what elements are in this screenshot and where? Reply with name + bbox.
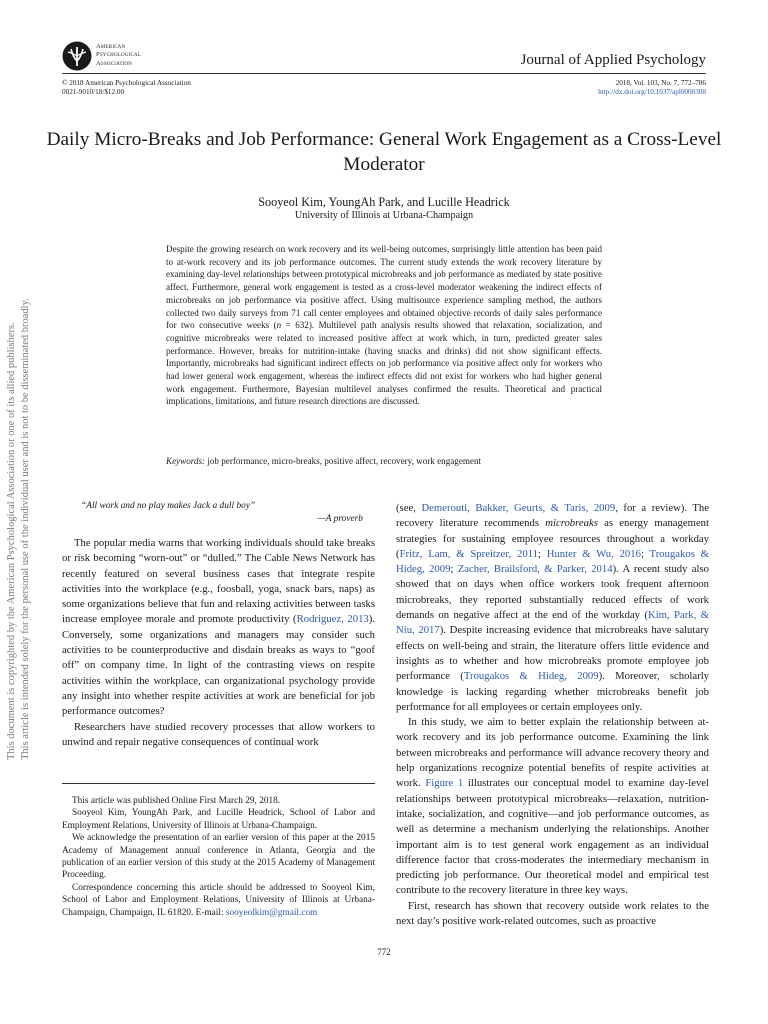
epigraph: “All work and no play makes Jack a dull boy” —A proverb xyxy=(81,501,363,524)
footnote: Sooyeol Kim, YoungAh Park, and Lucille Headrick, School of Labor and Employment Relations, University of Illinois at Urbana-Champaign. xyxy=(62,808,375,831)
right-column xyxy=(396,501,709,929)
body-paragraph: (see, Demerouti, Bakker, Geurts, & Taris, 2009, for a review). The recovery literature recommends microbreaks as energy management strategies for sustaining employee resources throughout a workday (Fritz, Lam, & Spreitzer, 2011; Hunter & Wu, 2016; Trougakos & Hideg, 2009; Zacher, Brailsford, & Parker, 2014). A recent study also showed that on days when office workers took frequent afternoon microbreaks, they reported substantially reduced effects of work demands on negative affect at the end of the workday (Kim, Park, & Niu, 2017). Despite increasing evidence that microbreaks have salutary effects on well-being and strain, the literature offers little evidence and insights as to whether and how microbreaks promote employee job performance (Trougakos & Hideg, 2009). Moreover, scholarly knowledge is lacking regarding whether microbreaks benefit job performance for all employees or certain employees only. xyxy=(396,502,710,713)
left-column xyxy=(62,500,375,750)
body-paragraph: Researchers have studied recovery processes that allow workers to unwind and repair negative consequences of continual work xyxy=(62,720,375,748)
publisher-name: American Psychological Association xyxy=(96,43,142,67)
citation-link[interactable]: Fritz, Lam, & Spreitzer, 2011 xyxy=(399,547,538,560)
sidebar-line-2: This article is intended solely for the personal use of the individual user and is not to be disseminated broadly. xyxy=(20,298,31,760)
email-link[interactable]: sooyeolkim@gmail.com xyxy=(225,907,318,918)
sidebar-line-1: This document is copyrighted by the American Psychological Association or one of its allied publishers. xyxy=(6,322,17,760)
affiliation: University of Illinois at Urbana-Champaign xyxy=(294,210,474,221)
citation-link[interactable]: Kim, Park, & Niu, 2017 xyxy=(396,609,710,637)
epigraph-source: —A proverb xyxy=(317,514,363,524)
citation-link[interactable]: Zacher, Brailsford, & Parker, 2014 xyxy=(457,563,613,576)
footnote: This article was published Online First March 29, 2018. xyxy=(72,796,281,806)
header-rule xyxy=(62,73,706,74)
citation-link[interactable]: Trougakos & Hideg, 2009 xyxy=(396,547,709,576)
body-paragraph: First, research has shown that recovery outside work relates to the next day’s positive work-related outcomes, such as proactive xyxy=(396,899,709,928)
footnotes xyxy=(62,795,375,919)
citation-link[interactable]: Hunter & Wu, 2016 xyxy=(546,547,641,560)
footnote: We acknowledge the presentation of an earlier version of this paper at the 2015 Academy of Management annual conference in Atlanta, Georgia and the publication of an earlier version of this study at the 2015 Academy of Management Proceeding. xyxy=(62,833,375,881)
figure-link[interactable]: Figure 1 xyxy=(425,777,464,790)
citation-link[interactable]: Demerouti, Bakker, Geurts, & Taris, 2009 xyxy=(421,502,616,514)
journal-title: Journal of Applied Psychology xyxy=(520,52,706,68)
doi-link[interactable]: http://dx.doi.org/10.1037/apl0000308 xyxy=(598,87,706,96)
copyright-info: © 2018 American Psychological Association 0021-9010/18/$12.00 xyxy=(62,79,191,96)
citation-link[interactable]: Trougakos & Hideg, 2009 xyxy=(463,670,599,683)
citation-link[interactable]: Rodriguez, 2013 xyxy=(296,613,369,626)
author-list: Sooyeol Kim, YoungAh Park, and Lucille Headrick xyxy=(258,195,510,209)
apa-logo-icon xyxy=(62,41,92,71)
page-number: 772 xyxy=(377,947,391,957)
body-paragraph: The popular media warns that working individuals should take breaks or risk becoming “worn-out” or “dulled.” The Cable News Network has recently featured on several business cases that integrate respite activities into the workplace (e.g., foosball, yoga, snack bars, naps) as some organizations believe that fun and relaxing activities between tasks increase employee morale and promote productivity (Rodriguez, 2013). Conversely, some organizations and managers may consider such activities to be counterproductive and disdain breaks as ways to “goof off” on company time. In light of the contrasting views on respite activities within the workplace, can organizational psychology provide any insight into whether respite activities at work are beneficial for job performance outcomes? xyxy=(62,537,375,718)
keywords: Keywords: job performance, micro-breaks, positive affect, recovery, work engagement xyxy=(166,456,482,466)
volume-info: 2018, Vol. 103, No. 7, 772–786 http://dx.doi.org/10.1037/apl0000308 xyxy=(598,79,706,96)
abstract: Despite the growing research on work recovery and its well-being outcomes, surprisingly little attention has been paid to at-work recovery and its job performance outcomes. The current study extends the work recovery literature by examining day-level relationships between prototypical microbreaks and job performance as mediated by state positive affect. Furthermore, general work engagement is tested as a cross-level moderator weakening the indirect effects of microbreaks on job performance via positive affect. Using multisource experience sampling method, the authors collected two daily surveys from 71 call center employees and obtained objective records of daily sales performance for two consecutive weeks (n = 632). Multilevel path analysis results showed that relaxation, socialization, and cognitive microbreaks were related to increased positive affect at work which, in turn, predicted greater sales performance. However, breaks for nutrition-intake (having snacks and drinks) did not show significant effects. Importantly, microbreaks had significant indirect effects on job performance via positive affect only for workers who had lower general work engagement, whereas the indirect effects did not exist for workers who had higher general work engagement. Furthermore, Bayesian multilevel analyses confirmed the results. Theoretical and practical implications, limitations, and future research directions are discussed. xyxy=(166,244,602,407)
article-title: Daily Micro-Breaks and Job Performance: General Work Engagement as a Cross-Level Moderator xyxy=(46,129,722,175)
footnote-rule xyxy=(62,783,375,784)
body-paragraph: In this study, we aim to better explain the relationship between at-work recovery and its job performance outcome. Examining the link between microbreaks and performance will advance recovery theory and help organizations recognize potential benefits of respite activities at work. Figure 1 illustrates our conceptual model to examine day-level relationships between prototypical microbreaks—relaxation, nutrition-intake, socialization, and cognitive—and job performance outcomes, as well as determine a mechanism underlying the relationships. Another important aim is to test general work engagement as an individual difference factor that cross-moderates the intermediary mechanism in predicting job performance. Our theoretical model and empirical test contribute to the recovery literature in three key ways. xyxy=(396,716,710,897)
footnote: Correspondence concerning this article should be addressed to Sooyeol Kim, School of Labor and Employment Relations, University of Illinois at Urbana-Champaign, Champaign, IL 61820. E-mail: sooyeolkim@gmail.com xyxy=(62,882,375,918)
